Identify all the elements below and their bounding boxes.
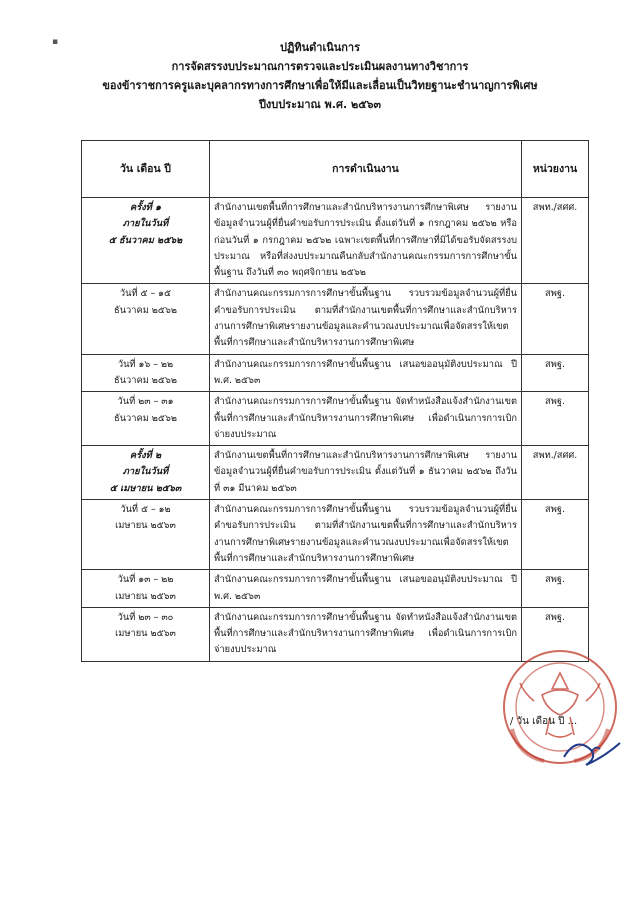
title-line-2: การจัดสรรงบประมาณการตรวจและประเมินผลงานทางวิชาการ (171, 60, 469, 73)
row-date (82, 607, 210, 661)
row-activity: สำนักงานเขตพื้นที่การศึกษาและสำนักบริหารงานการศึกษาพิเศษ รายงานข้อมูลจำนวนผู้ที่ยื่นคำขอรับการประเมิน ตั้งแต่วันที่ ๑ กรกฎาคม ๒๕๖๒ หรือก่อนวันที่ ๑ กรกฎาคม ๒๕๖๒ เฉพาะเขตพื้นที่การศึกษาที่มิได้ขอรับจัดสรรงบประมาณ หรือที่ส่งงบประมาณคืนกลับสำนักงานคณะกรรมการการศึกษาขั้นพื้นฐาน ถึงวันที่ ๓๐ พฤศจิกายน ๒๕๖๒ (210, 198, 522, 284)
row-date-line: ครั้งที่ ๑ (129, 202, 162, 213)
row-unit: สพฐ. (522, 392, 589, 446)
table-row (82, 570, 589, 608)
row-date-line: วันที่ ๒๓ – ๓๐ (117, 611, 174, 623)
table-row (82, 354, 589, 392)
row-activity: สำนักงานเขตพื้นที่การศึกษาและสำนักบริหารงานการศึกษาพิเศษ รายงานข้อมูลจำนวนผู้ที่ยื่นคำขอรับการประเมิน ตั้งแต่วันที่ ๑ ธันวาคม ๒๕๖๒ ถึงวันที่ ๓๑ มีนาคม ๒๕๖๓ (210, 446, 522, 500)
header-date: วัน เดือน ปี (82, 141, 210, 198)
row-unit: สพฐ. (522, 607, 589, 661)
row-date-line: ธันวาคม ๒๕๖๒ (114, 374, 177, 386)
row-activity: สำนักงานคณะกรรมการการศึกษาขั้นพื้นฐาน รวบรวมข้อมูลจำนวนผู้ที่ยื่นคำขอรับการประเมิน ตามที่สำนักงานเขตพื้นที่การศึกษาและสำนักบริหารงานการศึกษาพิเศษรายงานข้อมูลและคำนวณงบประมาณเพื่อจัดสรรให้เขตพื้นที่การศึกษาและสำนักบริหารงานการศึกษาพิเศษ (210, 284, 522, 354)
row-date-line: ๕ ธันวาคม ๒๕๖๒ (108, 234, 183, 246)
row-date (82, 354, 210, 392)
row-date (82, 446, 210, 500)
document-title (60, 38, 580, 114)
title-line-4: ปีงบประมาณ พ.ศ. ๒๕๖๓ (258, 98, 382, 111)
row-date-line: เมษายน ๒๕๖๓ (115, 520, 176, 532)
row-date-line: ภายในวันที่ (122, 466, 169, 478)
row-date (82, 500, 210, 570)
row-date-line: ธันวาคม ๒๕๖๒ (114, 412, 177, 424)
row-date (82, 284, 210, 354)
row-date-line: เมษายน ๒๕๖๓ (115, 590, 176, 602)
table-row (82, 446, 589, 500)
row-unit: สพฐ. (522, 570, 589, 608)
row-date-line: วันที่ ๒๓ – ๓๑ (117, 396, 174, 408)
row-date-line: ธันวาคม ๒๕๖๒ (114, 304, 177, 316)
table-row (82, 284, 589, 354)
row-date-line: เมษายน ๒๕๖๓ (115, 628, 176, 640)
scan-mark: ▪ (52, 37, 59, 47)
row-activity: สำนักงานคณะกรรมการการศึกษาขั้นพื้นฐาน รวบรวมข้อมูลจำนวนผู้ที่ยื่นคำขอรับการประเมิน ตามที่สำนักงานเขตพื้นที่การศึกษาและสำนักบริหารงานการศึกษาพิเศษรายงานข้อมูลและคำนวณงบประมาณเพื่อจัดสรรให้เขตพื้นที่การศึกษาและสำนักบริหารงานการศึกษาพิเศษ (210, 500, 522, 570)
table-row (82, 392, 589, 446)
row-date-line: วันที่ ๑๓ – ๒๒ (117, 574, 174, 586)
table-row (82, 198, 589, 284)
row-date (82, 198, 210, 284)
row-date-line: ครั้งที่ ๒ (129, 450, 162, 462)
row-activity: สำนักงานคณะกรรมการการศึกษาขั้นพื้นฐาน จัดทำหนังสือแจ้งสำนักงานเขตพื้นที่การศึกษาและสำนักบริหารงานการศึกษาพิเศษ เพื่อดำเนินการการเบิกจ่ายงบประมาณ (210, 392, 522, 446)
row-unit: สพฐ. (522, 500, 589, 570)
row-date-line: ๕ เมษายน ๒๕๖๓ (109, 482, 182, 494)
official-seal-stamp (490, 645, 640, 780)
seal-caption: / วัน เดือน ปี ... (510, 716, 578, 727)
row-activity: สำนักงานคณะกรรมการการศึกษาขั้นพื้นฐาน จัดทำหนังสือแจ้งสำนักงานเขตพื้นที่การศึกษาและสำนักบริหารงานการศึกษาพิเศษ เพื่อดำเนินการการเบิกจ่ายงบประมาณ (210, 607, 522, 661)
schedule-table (81, 140, 589, 662)
row-date-line: วันที่ ๕ – ๑๕ (119, 288, 172, 300)
row-unit: สพท./สศศ. (522, 198, 589, 284)
row-unit: สพฐ. (522, 284, 589, 354)
row-date-line: ภายในวันที่ (122, 218, 169, 230)
row-unit: สพฐ. (522, 354, 589, 392)
row-date (82, 570, 210, 608)
header-unit: หน่วยงาน (522, 141, 589, 198)
row-date-line: วันที่ ๑๖ – ๒๒ (117, 358, 174, 370)
title-line-1: ปฏิทินดำเนินการ (279, 41, 360, 54)
row-unit: สพท./สศศ. (522, 446, 589, 500)
table-body (82, 198, 589, 662)
row-date-line: วันที่ ๕ – ๑๒ (120, 504, 171, 516)
row-date (82, 392, 210, 446)
title-line-3: ของข้าราชการครูและบุคลากรทางการศึกษาเพื่อให้มีและเลื่อนเป็นวิทยฐานะชำนาญการพิเศษ (102, 79, 538, 92)
table-row (82, 500, 589, 570)
table-header-row (82, 141, 589, 198)
header-activity: การดำเนินงาน (210, 141, 522, 198)
row-activity: สำนักงานคณะกรรมการการศึกษาขั้นพื้นฐาน เสนอขออนุมัติงบประมาณ ปี พ.ศ. ๒๕๖๓ (210, 570, 522, 608)
row-activity: สำนักงานคณะกรรมการการศึกษาขั้นพื้นฐาน เสนอขออนุมัติงบประมาณ ปี พ.ศ. ๒๕๖๓ (210, 354, 522, 392)
